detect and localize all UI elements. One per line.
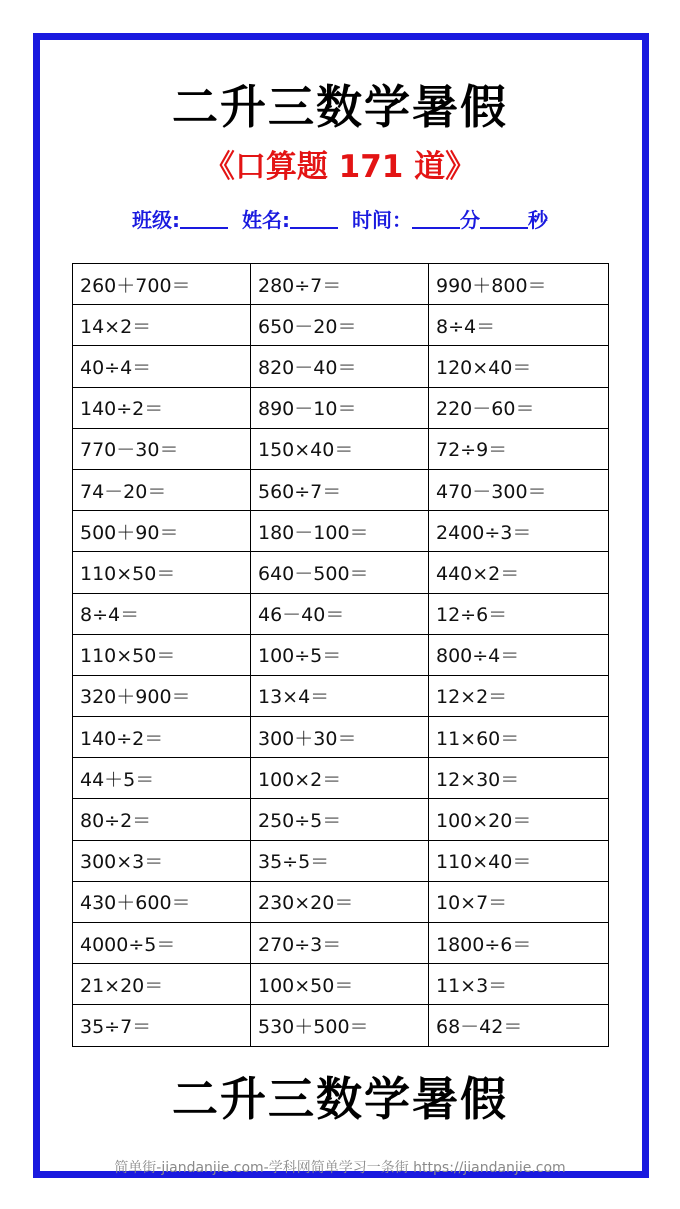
problem-cell: 100×20＝ xyxy=(429,799,609,840)
table-row xyxy=(73,346,609,387)
problem-cell: 800÷4＝ xyxy=(429,634,609,675)
table-row xyxy=(73,881,609,922)
seconds-blank[interactable] xyxy=(480,207,528,229)
table-row xyxy=(73,923,609,964)
problem-cell: 110×40＝ xyxy=(429,840,609,881)
problem-cell: 11×60＝ xyxy=(429,717,609,758)
table-row xyxy=(73,1005,609,1046)
problem-cell: 100×50＝ xyxy=(251,964,429,1005)
watermark-text: 简单街-jiandanjie.com-学科网简单学习一条街 https://jiandanjie.com xyxy=(114,1160,566,1176)
table-row xyxy=(73,593,609,634)
problem-cell: 44＋5＝ xyxy=(73,758,251,799)
table-row xyxy=(73,469,609,510)
problem-cell: 440×2＝ xyxy=(429,552,609,593)
table-row xyxy=(73,387,609,428)
table-row xyxy=(73,675,609,716)
problem-cell: 250÷5＝ xyxy=(251,799,429,840)
problem-cell: 820－40＝ xyxy=(251,346,429,387)
problem-cell: 4000÷5＝ xyxy=(73,923,251,964)
problem-cell: 300＋30＝ xyxy=(251,717,429,758)
problem-cell: 100÷5＝ xyxy=(251,634,429,675)
problem-cell: 120×40＝ xyxy=(429,346,609,387)
problem-cell: 150×40＝ xyxy=(251,428,429,469)
problem-cell: 68－42＝ xyxy=(429,1005,609,1046)
footer-title: 二升三数学暑假 xyxy=(172,1072,508,1126)
problem-cell: 12÷6＝ xyxy=(429,593,609,634)
problem-cell: 110×50＝ xyxy=(73,634,251,675)
problem-cell: 270÷3＝ xyxy=(251,923,429,964)
table-row xyxy=(73,758,609,799)
problem-cell: 770－30＝ xyxy=(73,428,251,469)
minutes-label: 分 xyxy=(460,208,480,232)
problem-cell: 10×7＝ xyxy=(429,881,609,922)
problem-cell: 140÷2＝ xyxy=(73,717,251,758)
problem-cell: 35÷7＝ xyxy=(73,1005,251,1046)
name-label: 姓名: xyxy=(242,208,290,232)
problem-cell: 46－40＝ xyxy=(251,593,429,634)
problem-cell: 220－60＝ xyxy=(429,387,609,428)
student-info-line xyxy=(0,207,680,233)
problem-cell: 72÷9＝ xyxy=(429,428,609,469)
problem-cell: 470－300＝ xyxy=(429,469,609,510)
name-blank[interactable] xyxy=(290,207,338,229)
table-row xyxy=(73,840,609,881)
table-row xyxy=(73,552,609,593)
problem-cell: 260＋700＝ xyxy=(73,264,251,305)
problem-table xyxy=(72,263,609,1047)
table-row xyxy=(73,428,609,469)
table-row xyxy=(73,799,609,840)
problem-table-body xyxy=(73,264,609,1047)
table-row xyxy=(73,511,609,552)
table-row xyxy=(73,305,609,346)
minutes-blank[interactable] xyxy=(412,207,460,229)
problem-cell: 80÷2＝ xyxy=(73,799,251,840)
problem-cell: 40÷4＝ xyxy=(73,346,251,387)
problem-cell: 560÷7＝ xyxy=(251,469,429,510)
problem-cell: 230×20＝ xyxy=(251,881,429,922)
problem-cell: 320＋900＝ xyxy=(73,675,251,716)
problem-cell: 890－10＝ xyxy=(251,387,429,428)
problem-cell: 430＋600＝ xyxy=(73,881,251,922)
problem-cell: 650－20＝ xyxy=(251,305,429,346)
problem-cell: 530＋500＝ xyxy=(251,1005,429,1046)
problem-cell: 11×3＝ xyxy=(429,964,609,1005)
problem-cell: 300×3＝ xyxy=(73,840,251,881)
problem-cell: 35÷5＝ xyxy=(251,840,429,881)
page-subtitle: 《口算题 171 道》 xyxy=(203,149,477,185)
table-row xyxy=(73,717,609,758)
problem-cell: 1800÷6＝ xyxy=(429,923,609,964)
problem-cell: 100×2＝ xyxy=(251,758,429,799)
problem-cell: 74－20＝ xyxy=(73,469,251,510)
problem-cell: 990＋800＝ xyxy=(429,264,609,305)
problem-cell: 14×2＝ xyxy=(73,305,251,346)
problem-cell: 21×20＝ xyxy=(73,964,251,1005)
problem-cell: 13×4＝ xyxy=(251,675,429,716)
class-label: 班级: xyxy=(132,208,180,232)
problem-cell: 2400÷3＝ xyxy=(429,511,609,552)
problem-cell: 8÷4＝ xyxy=(73,593,251,634)
time-label: 时间： xyxy=(352,208,412,232)
table-row xyxy=(73,264,609,305)
page-title: 二升三数学暑假 xyxy=(172,80,508,134)
problem-cell: 500＋90＝ xyxy=(73,511,251,552)
table-row xyxy=(73,634,609,675)
table-row xyxy=(73,964,609,1005)
problem-cell: 8÷4＝ xyxy=(429,305,609,346)
problem-cell: 640－500＝ xyxy=(251,552,429,593)
problem-cell: 12×2＝ xyxy=(429,675,609,716)
problem-cell: 12×30＝ xyxy=(429,758,609,799)
class-blank[interactable] xyxy=(180,207,228,229)
problem-cell: 110×50＝ xyxy=(73,552,251,593)
problem-cell: 180－100＝ xyxy=(251,511,429,552)
seconds-label: 秒 xyxy=(528,208,548,232)
problem-cell: 140÷2＝ xyxy=(73,387,251,428)
problem-cell: 280÷7＝ xyxy=(251,264,429,305)
